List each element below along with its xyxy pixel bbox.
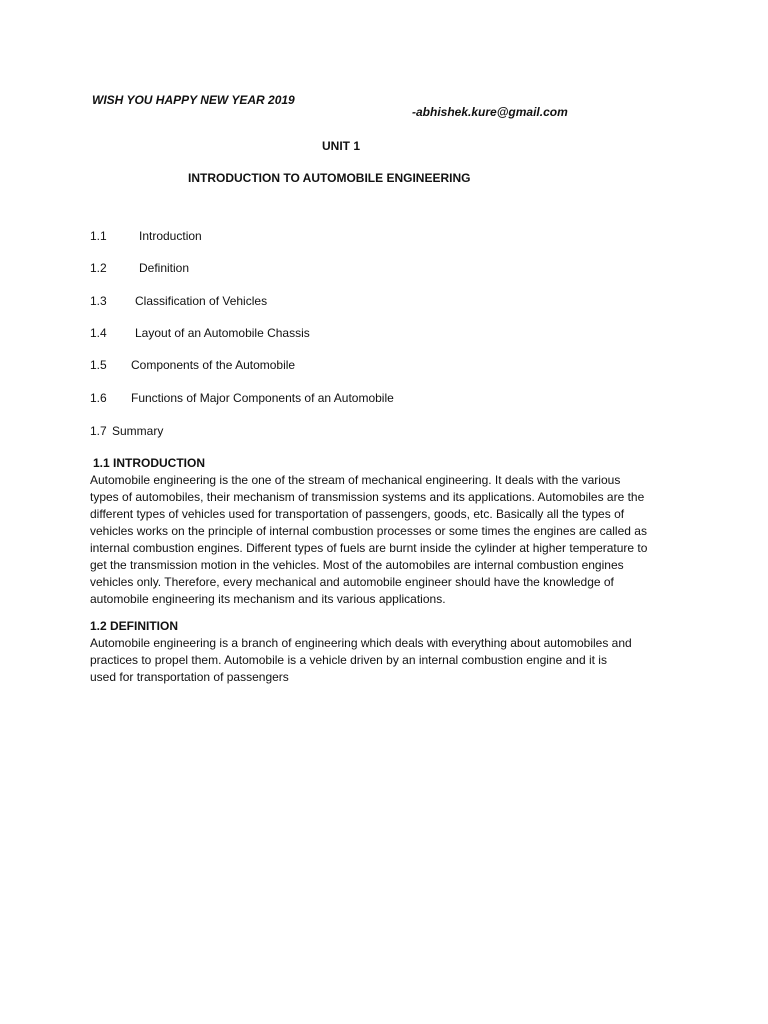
toc-number: 1.2 [90, 261, 107, 275]
paragraph-line: Automobile engineering is a branch of engineering which deals with everything about automobiles and [90, 636, 632, 650]
toc-number: 1.4 [90, 326, 107, 340]
author-email: -abhishek.kure@gmail.com [412, 105, 568, 119]
paragraph-line: types of automobiles, their mechanism of transmission systems and its applications. Automobiles are the [90, 490, 645, 504]
unit-label: UNIT 1 [322, 139, 361, 153]
toc-item-classification: Classification of Vehicles [135, 294, 268, 308]
paragraph-line: automobile engineering its mechanism and its various applications. [90, 592, 446, 606]
paragraph-line: different types of vehicles used for transportation of passengers, goods, etc. Basically all the types of [90, 507, 625, 521]
toc-item-components: Components of the Automobile [131, 358, 296, 372]
toc-number: 1.1 [90, 229, 107, 243]
toc-item-functions: Functions of Major Components of an Automobile [131, 391, 394, 405]
toc-item-definition: Definition [139, 261, 190, 275]
section-heading: 1.2 DEFINITION [90, 619, 179, 633]
paragraph-line: practices to propel them. Automobile is a vehicle driven by an internal combustion engine and it is [90, 653, 607, 667]
toc-number: 1.3 [90, 294, 107, 308]
paragraph-line: vehicles works on the principle of internal combustion processes or some times the engines are called as [90, 524, 647, 538]
section-definition [90, 618, 690, 686]
chapter-title: INTRODUCTION TO AUTOMOBILE ENGINEERING [188, 171, 471, 185]
paragraph-line: used for transportation of passengers [90, 670, 289, 684]
paragraph-line: internal combustion engines. Different types of fuels are burnt inside the cylinder at higher temperature to [90, 541, 648, 555]
toc-number: 1.7 [90, 424, 107, 438]
section-heading: 1.1 INTRODUCTION [93, 456, 206, 470]
section-introduction [90, 455, 690, 608]
toc-number: 1.6 [90, 391, 107, 405]
paragraph-line: get the transmission motion in the vehicles. Most of the automobiles are internal combustion engines [90, 558, 624, 572]
toc-item-chassis-layout: Layout of an Automobile Chassis [135, 326, 310, 340]
toc-item-introduction: Introduction [139, 229, 202, 243]
greeting-text: WISH YOU HAPPY NEW YEAR 2019 [92, 93, 295, 107]
paragraph-line: Automobile engineering is the one of the stream of mechanical engineering. It deals with the various [90, 473, 621, 487]
toc-item-summary: Summary [112, 424, 164, 438]
paragraph-line: vehicles only. Therefore, every mechanical and automobile engineer should have the knowledge of [90, 575, 614, 589]
toc-number: 1.5 [90, 358, 107, 372]
